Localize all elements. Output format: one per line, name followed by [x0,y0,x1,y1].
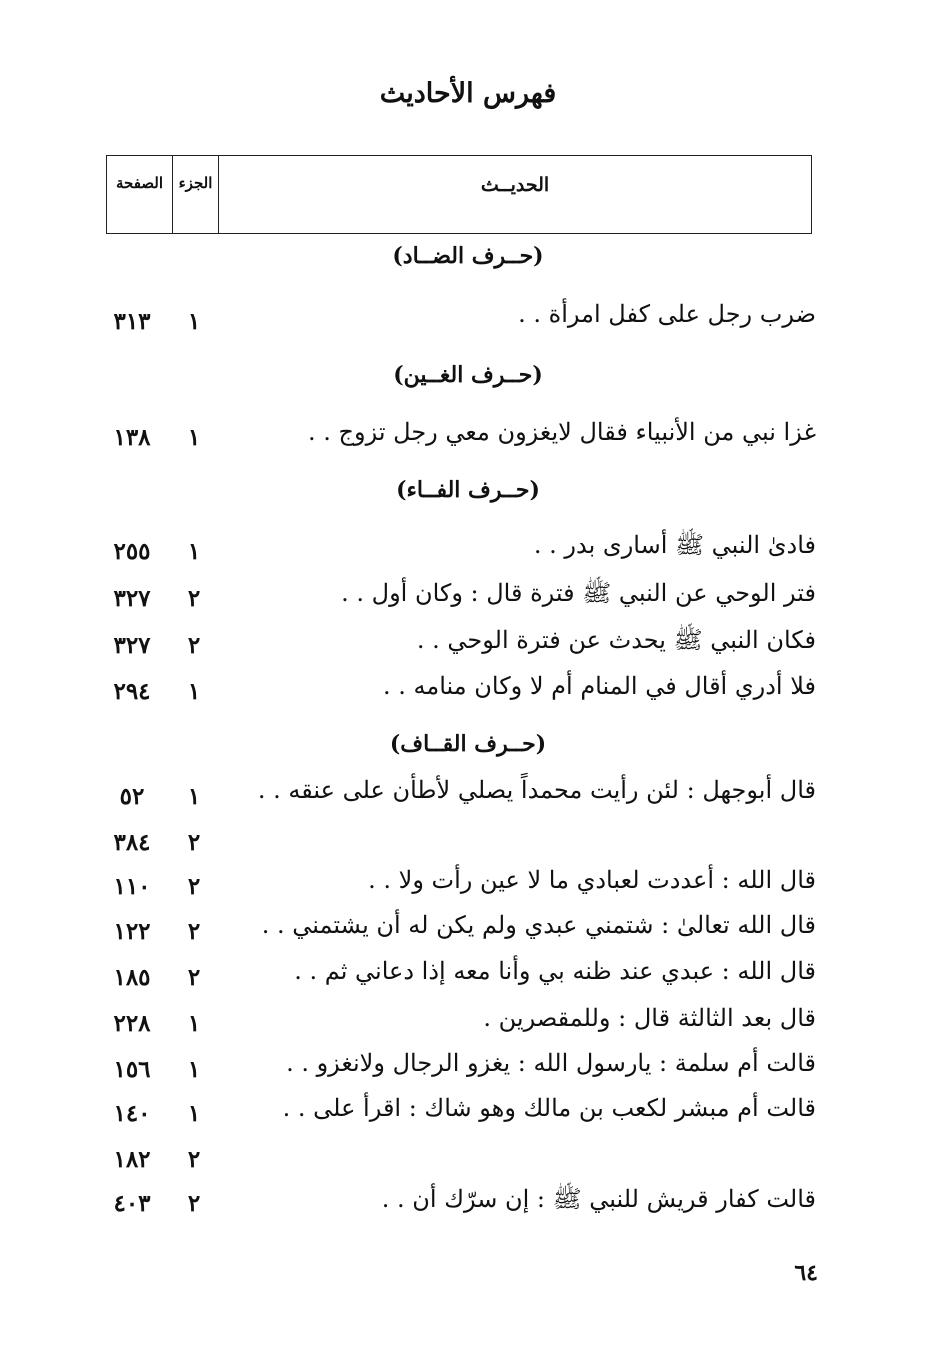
section-heading-dad: (حــرف الضــاد) [392,243,544,269]
section-heading-ghayn: (حــرف الغــين) [393,362,543,388]
page-number: ٦٤ [794,1260,818,1286]
hadith-entry-text: فلا أدري أقال في المنام أم لا وكان منامه . . [382,672,816,700]
hadith-entry-page: ٤٠٣ [113,1190,151,1217]
hadith-entry-part: ١ [187,424,201,451]
column-header-page: الصفحة [107,156,173,233]
hadith-entry-page: ١٤٠ [113,1100,151,1127]
column-header-part: الجزء [173,156,219,233]
page-title: فهرس الأحاديث [379,78,557,109]
hadith-entry-page: ١١٠ [113,873,151,900]
hadith-entry-text: ضرب رجل على كفل امرأة . . [518,300,816,328]
hadith-entry-page: ٢٢٨ [113,1010,151,1037]
hadith-entry-page: ٢٥٥ [113,538,151,565]
hadith-entry-text: قالت أم مبشر لكعب بن مالك وهو شاك : اقرأ على . . [282,1094,816,1122]
hadith-entry-part: ٢ [187,1146,201,1173]
index-header-table [106,155,812,234]
hadith-entry-part: ٢ [187,585,201,612]
hadith-entry-text: فكان النبي ﷺ يحدث عن فترة الوحي . . [416,626,816,654]
hadith-entry-page: ٣١٣ [113,308,151,335]
hadith-entry-part: ١ [187,308,201,335]
hadith-entry-text: قال بعد الثالثة قال : وللمقصرين . [483,1004,816,1032]
hadith-entry-text: قال أبوجهل : لئن رأيت محمداً يصلي لأطأن على عنقه . . [257,776,816,804]
hadith-entry-page: ١٥٦ [113,1056,151,1083]
hadith-entry-text: قال الله تعالىٰ : شتمني عبدي ولم يكن له أن يشتمني . . [261,911,816,939]
hadith-entry-part: ١ [187,538,201,565]
hadith-entry-text: غزا نبي من الأنبياء فقال لايغزون معي رجل تزوج . . [308,418,816,446]
hadith-entry-page: ٢٩٤ [113,678,151,705]
hadith-entry-page: ١٢٢ [113,918,151,945]
section-heading-fa: (حــرف الفــاء) [396,477,540,503]
hadith-entry-page: ١٨٥ [113,964,151,991]
hadith-entry-part: ١ [187,678,201,705]
hadith-entry-part: ٢ [187,873,201,900]
column-header-hadith: الحديــث [480,174,550,196]
hadith-entry-text: قالت أم سلمة : يارسول الله : يغزو الرجال ولانغزو . . [286,1049,816,1077]
hadith-entry-part: ٢ [187,964,201,991]
hadith-entry-page: ١٣٨ [113,424,151,451]
hadith-entry-page: ٣٢٧ [113,585,151,612]
hadith-entry-text: فادىٰ النبي ﷺ أسارى بدر . . [533,531,816,559]
hadith-entry-part: ١ [187,1056,201,1083]
hadith-entry-part: ١ [187,1100,201,1127]
hadith-entry-text: فتر الوحي عن النبي ﷺ فترة قال : وكان أول . . [341,579,816,607]
hadith-entry-part: ٢ [187,829,201,856]
hadith-entry-page: ٣٨٤ [113,829,151,856]
hadith-entry-text: قال الله : عبدي عند ظنه بي وأنا معه إذا دعاني ثم . . [294,957,816,985]
hadith-entry-page: ٥٢ [119,783,145,810]
hadith-entry-part: ١ [187,783,201,810]
hadith-entry-text: قالت كفار قريش للنبي ﷺ : إن سرّك أن . . [381,1185,816,1213]
hadith-entry-part: ٢ [187,632,201,659]
hadith-entry-part: ٢ [187,1190,201,1217]
hadith-entry-part: ١ [187,1010,201,1037]
hadith-entry-page: ١٨٢ [113,1146,151,1173]
hadith-entry-page: ٣٢٧ [113,632,151,659]
hadith-entry-text: قال الله : أعددت لعبادي ما لا عين رأت ولا . . [368,866,816,894]
hadith-entry-part: ٢ [187,918,201,945]
section-heading-qaf: (حــرف القــاف) [389,731,547,757]
